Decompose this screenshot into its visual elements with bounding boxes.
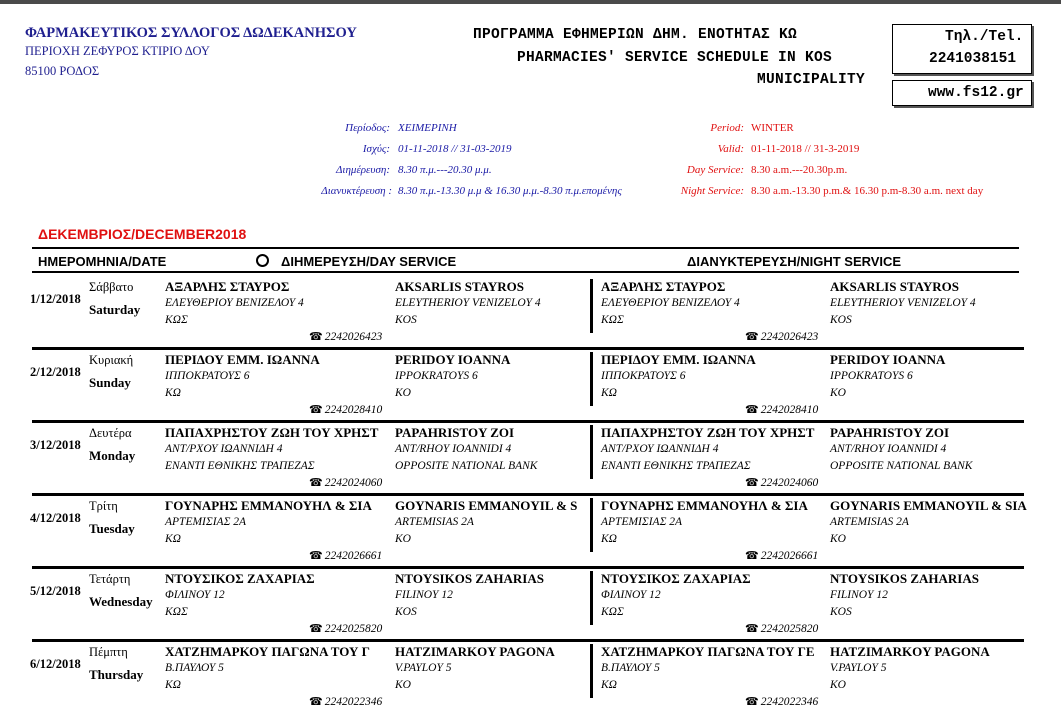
phone-icon: ☎ [309, 331, 323, 343]
day-pharmacy-city-en: KO [395, 533, 411, 545]
night-pharmacy-name-en: HATZIMARKOY PAGONA [830, 644, 990, 659]
day-phone [309, 622, 382, 635]
night-pharmacy-name-en: PERIDOY IOANNA [830, 352, 946, 367]
day-pharmacy-name-en: PAPAHRISTOY ZOI [395, 425, 515, 440]
circle-icon [256, 254, 269, 267]
phone-number: 2242022346 [760, 696, 819, 708]
night-pharmacy-city-en: KOS [830, 314, 852, 326]
row-separator [32, 566, 1024, 569]
night-pharmacy-address-gr: ΦΙΛΙΝΟΥ 12 [601, 589, 661, 601]
day-pharmacy-address-en: ELEYTHERIOY VENIZELOY 4 [395, 297, 541, 309]
night-pharmacy-address-gr: ΙΠΠΟΚΡΑΤΟΥΣ 6 [601, 370, 686, 382]
column-divider [590, 425, 593, 479]
org-name: ΦΑΡΜΑΚΕΥΤΙΚΟΣ ΣΥΛΛΟΓΟΣ ΔΩΔΕΚΑΝΗΣΟΥ [25, 25, 357, 41]
night-pharmacy-address-gr: ΕΛΕΥΘΕΡΙΟΥ ΒΕΝΙΖΕΛΟΥ 4 [601, 297, 740, 309]
day-label-gr: Διημέρευση: [335, 164, 390, 176]
period-label-en: Period: [710, 122, 744, 134]
row-day-en: Wednesday [89, 594, 153, 609]
phone-icon: ☎ [745, 331, 759, 343]
title-line3: MUNICIPALITY [757, 72, 866, 88]
night-pharmacy-address-gr: Β.ΠΑΥΛΟΥ 5 [601, 662, 660, 674]
phone-number: 2242022346 [324, 696, 383, 708]
day-pharmacy-name-gr: ΓΟΥΝΑΡΗΣ ΕΜΜΑΝΟΥΗΛ & ΣΙΑ [165, 498, 372, 513]
night-pharmacy-city-en: KOS [830, 606, 852, 618]
day-pharmacy-city-en: KOS [395, 314, 417, 326]
valid-label-gr: Ισχύς: [362, 143, 390, 155]
valid-value-en: 01-11-2018 // 31-3-2019 [751, 143, 860, 155]
row-date: 5/12/2018 [30, 584, 81, 598]
night-pharmacy-address-en: ANT/RHOY IOANNIDI 4 [830, 443, 947, 455]
night-label-en: Night Service: [680, 185, 744, 197]
day-phone [309, 403, 382, 416]
day-pharmacy-city-gr: ΚΩ [165, 533, 181, 545]
top-bar [0, 0, 1061, 4]
column-divider [590, 644, 593, 698]
phone-number: 2242026423 [324, 331, 383, 343]
phone-icon: ☎ [309, 623, 323, 635]
phone-icon: ☎ [309, 477, 323, 489]
phone-number: 2242028410 [324, 404, 383, 416]
day-phone [309, 476, 382, 489]
night-pharmacy-city-gr: ΚΩΣ [601, 606, 624, 618]
row-day-gr: Σάββατο [89, 280, 134, 294]
row-date: 3/12/2018 [30, 438, 81, 452]
header-bottom-rule [32, 271, 1019, 273]
period-value-gr: ΧΕΙΜΕΡΙΝΗ [398, 122, 457, 134]
phone-icon: ☎ [745, 696, 759, 708]
row-date: 4/12/2018 [30, 511, 81, 525]
day-pharmacy-name-en: HATZIMARKOY PAGONA [395, 644, 555, 659]
title-line2: PHARMACIES' SERVICE SCHEDULE IN KOS [517, 50, 833, 66]
day-pharmacy-address-gr: ΦΙΛΙΝΟΥ 12 [165, 589, 225, 601]
day-pharmacy-address-gr: ΑΡΤΕΜΙΣΙΑΣ 2Α [165, 516, 247, 528]
day-pharmacy-name-en: NTOYSIKOS ZAHARIAS [395, 571, 544, 586]
org-address-line2: 85100 ΡΟΔΟΣ [25, 64, 100, 78]
night-pharmacy-name-gr: ΠΑΠΑΧΡΗΣΤΟΥ ΖΩΗ ΤΟΥ ΧΡΗΣΤ [601, 425, 815, 440]
night-pharmacy-name-en: PAPAHRISTOY ZOI [830, 425, 950, 440]
month-heading: ΔΕΚΕΜΒΡΙΟΣ/DECEMBER2018 [38, 226, 247, 242]
night-pharmacy-name-gr: ΧΑΤΖΗΜΑΡΚΟΥ ΠΑΓΩΝΑ ΤΟΥ ΓΕ [601, 644, 815, 659]
night-pharmacy-city-gr: ΚΩ [601, 679, 617, 691]
header-night-service: ΔΙΑΝΥΚΤΕΡΕΥΣΗ/NIGHT SERVICE [687, 254, 902, 269]
day-pharmacy-address-en: V.PAYLOY 5 [395, 662, 452, 674]
phone-icon: ☎ [745, 477, 759, 489]
night-pharmacy-name-en: AKSARLIS STAYROS [830, 279, 959, 294]
row-separator [32, 639, 1024, 642]
day-label-en: Day Service: [686, 164, 744, 176]
night-pharmacy-address-en: IPPOKRATOYS 6 [830, 370, 913, 382]
phone-number: 2242028410 [760, 404, 819, 416]
column-divider [590, 279, 593, 333]
day-pharmacy-name-gr: ΧΑΤΖΗΜΑΡΚΟΥ ΠΑΓΩΝΑ ΤΟΥ Γ [165, 644, 370, 659]
row-day-gr: Δευτέρα [89, 426, 132, 440]
day-pharmacy-name-gr: ΠΕΡΙΔΟΥ ΕΜΜ. ΙΩΑΝΝΑ [165, 352, 320, 367]
day-pharmacy-address-en: ANT/RHOY IOANNIDI 4 [395, 443, 512, 455]
phone-icon: ☎ [309, 550, 323, 562]
day-pharmacy-city-gr: ΚΩ [165, 679, 181, 691]
day-pharmacy-city-en: KO [395, 679, 411, 691]
night-pharmacy-city-gr: ΚΩ [601, 387, 617, 399]
phone-icon: ☎ [745, 623, 759, 635]
night-pharmacy-name-gr: ΑΞΑΡΛΗΣ ΣΤΑΥΡΟΣ [601, 279, 726, 294]
day-phone [309, 695, 382, 708]
night-phone [745, 476, 818, 489]
night-pharmacy-city-en: OPPOSITE NATIONAL BANK [830, 460, 973, 472]
row-day-en: Thursday [89, 667, 144, 682]
phone-number: 2242026661 [760, 550, 819, 562]
tel-number: 2241038151 [929, 51, 1017, 67]
period-value-en: WINTER [751, 122, 794, 134]
phone-number: 2242025820 [760, 623, 819, 635]
day-pharmacy-city-gr: ΕΝΑΝΤΙ ΕΘΝΙΚΗΣ ΤΡΑΠΕΖΑΣ [165, 460, 315, 472]
night-phone [745, 403, 818, 416]
night-value-gr: 8.30 π.μ.-13.30 μ.μ & 16.30 μ.μ.-8.30 π.μ.επομένης [398, 185, 622, 197]
night-label-gr: Διανυκτέρευση : [321, 185, 392, 197]
night-pharmacy-city-en: KO [830, 387, 846, 399]
day-pharmacy-city-en: KOS [395, 606, 417, 618]
day-pharmacy-address-en: ARTEMISIAS 2A [395, 516, 474, 528]
row-day-gr: Πέμπτη [89, 645, 128, 659]
row-date: 1/12/2018 [30, 292, 81, 306]
night-pharmacy-address-gr: ΑΡΤΕΜΙΣΙΑΣ 2Α [601, 516, 683, 528]
day-pharmacy-city-gr: ΚΩΣ [165, 314, 188, 326]
row-date: 6/12/2018 [30, 657, 81, 671]
day-pharmacy-name-en: PERIDOY IOANNA [395, 352, 511, 367]
row-separator [32, 493, 1024, 496]
row-day-en: Tuesday [89, 521, 135, 536]
website-link[interactable]: www.fs12.gr [928, 85, 1024, 101]
day-pharmacy-city-en: KO [395, 387, 411, 399]
day-pharmacy-name-en: GOYNARIS EMMANOYIL & S [395, 498, 578, 513]
row-day-gr: Τρίτη [89, 499, 118, 513]
row-separator [32, 420, 1024, 423]
row-day-gr: Κυριακή [89, 353, 134, 367]
night-pharmacy-city-gr: ΕΝΑΝΤΙ ΕΘΝΙΚΗΣ ΤΡΑΠΕΖΑΣ [601, 460, 751, 472]
website-box [892, 80, 1032, 106]
day-pharmacy-name-gr: ΝΤΟΥΣΙΚΟΣ ΖΑΧΑΡΙΑΣ [165, 571, 315, 586]
day-pharmacy-name-en: AKSARLIS STAYROS [395, 279, 524, 294]
night-pharmacy-name-en: GOYNARIS EMMANOYIL & SIA [830, 498, 1027, 513]
phone-number: 2242024060 [760, 477, 819, 489]
phone-icon: ☎ [309, 404, 323, 416]
night-pharmacy-name-en: NTOYSIKOS ZAHARIAS [830, 571, 979, 586]
phone-number: 2242026661 [324, 550, 383, 562]
org-address-line1: ΠΕΡΙΟΧΗ ΖΕΦΥΡΟΣ ΚΤΙΡΙΟ ΔΟΥ [25, 44, 210, 58]
title-line1: ΠΡΟΓΡΑΜΜΑ ΕΦΗΜΕΡΙΩΝ ΔΗΜ. ΕΝΟΤΗΤΑΣ ΚΩ [473, 27, 798, 43]
row-day-en: Saturday [89, 302, 141, 317]
day-pharmacy-address-en: FILINOY 12 [395, 589, 453, 601]
column-divider [590, 571, 593, 625]
phone-icon: ☎ [309, 696, 323, 708]
night-pharmacy-address-en: FILINOY 12 [830, 589, 888, 601]
night-pharmacy-name-gr: ΝΤΟΥΣΙΚΟΣ ΖΑΧΑΡΙΑΣ [601, 571, 751, 586]
night-pharmacy-name-gr: ΠΕΡΙΔΟΥ ΕΜΜ. ΙΩΑΝΝΑ [601, 352, 756, 367]
day-pharmacy-address-gr: ΑΝΤ/ΡΧΟΥ ΙΩΑΝΝΙΔΗ 4 [165, 443, 283, 455]
day-pharmacy-city-en: OPPOSITE NATIONAL BANK [395, 460, 538, 472]
night-pharmacy-city-gr: ΚΩΣ [601, 314, 624, 326]
period-label-gr: Περίοδος: [345, 122, 390, 134]
night-pharmacy-address-en: ARTEMISIAS 2A [830, 516, 909, 528]
night-pharmacy-address-en: ELEYTHERIOY VENIZELOY 4 [830, 297, 976, 309]
day-pharmacy-city-gr: ΚΩ [165, 387, 181, 399]
phone-number: 2242024060 [324, 477, 383, 489]
row-day-en: Sunday [89, 375, 131, 390]
night-pharmacy-name-gr: ΓΟΥΝΑΡΗΣ ΕΜΜΑΝΟΥΗΛ & ΣΙΑ [601, 498, 808, 513]
night-phone [745, 622, 818, 635]
tel-label: Τηλ./Tel. [945, 29, 1024, 45]
night-pharmacy-address-gr: ΑΝΤ/ΡΧΟΥ ΙΩΑΝΝΙΔΗ 4 [601, 443, 719, 455]
header-top-rule [32, 247, 1019, 249]
row-date: 2/12/2018 [30, 365, 81, 379]
valid-value-gr: 01-11-2018 // 31-03-2019 [398, 143, 512, 155]
tel-box [892, 24, 1032, 74]
night-pharmacy-city-gr: ΚΩ [601, 533, 617, 545]
night-pharmacy-address-en: V.PAYLOY 5 [830, 662, 887, 674]
day-value-en: 8.30 a.m.---20.30p.m. [751, 164, 848, 176]
night-phone [745, 330, 818, 343]
row-day-en: Monday [89, 448, 136, 463]
night-phone [745, 695, 818, 708]
day-pharmacy-name-gr: ΠΑΠΑΧΡΗΣΤΟΥ ΖΩΗ ΤΟΥ ΧΡΗΣΤ [165, 425, 379, 440]
row-day-gr: Τετάρτη [89, 572, 131, 586]
header-date: ΗΜΕΡΟΜΗΝΙΑ/DATE [38, 254, 167, 269]
day-pharmacy-address-gr: Β.ΠΑΥΛΟΥ 5 [165, 662, 224, 674]
header-day-service: ΔΙΗΜΕΡΕΥΣΗ/DAY SERVICE [281, 254, 457, 269]
phone-icon: ☎ [745, 404, 759, 416]
day-phone [309, 549, 382, 562]
day-pharmacy-name-gr: ΑΞΑΡΛΗΣ ΣΤΑΥΡΟΣ [165, 279, 290, 294]
column-divider [590, 352, 593, 406]
day-phone [309, 330, 382, 343]
valid-label-en: Valid: [717, 143, 744, 155]
day-pharmacy-city-gr: ΚΩΣ [165, 606, 188, 618]
phone-number: 2242026423 [760, 331, 819, 343]
night-pharmacy-city-en: KO [830, 533, 846, 545]
column-divider [590, 498, 593, 552]
day-pharmacy-address-gr: ΙΠΠΟΚΡΑΤΟΥΣ 6 [165, 370, 250, 382]
day-pharmacy-address-en: IPPOKRATOYS 6 [395, 370, 478, 382]
row-separator [32, 347, 1024, 350]
phone-icon: ☎ [745, 550, 759, 562]
day-value-gr: 8.30 π.μ.---20.30 μ.μ. [398, 164, 492, 176]
night-pharmacy-city-en: KO [830, 679, 846, 691]
night-phone [745, 549, 818, 562]
phone-number: 2242025820 [324, 623, 383, 635]
day-pharmacy-address-gr: ΕΛΕΥΘΕΡΙΟΥ ΒΕΝΙΖΕΛΟΥ 4 [165, 297, 304, 309]
night-value-en: 8.30 a.m.-13.30 p.m.& 16.30 p.m-8.30 a.m. next day [751, 185, 984, 197]
